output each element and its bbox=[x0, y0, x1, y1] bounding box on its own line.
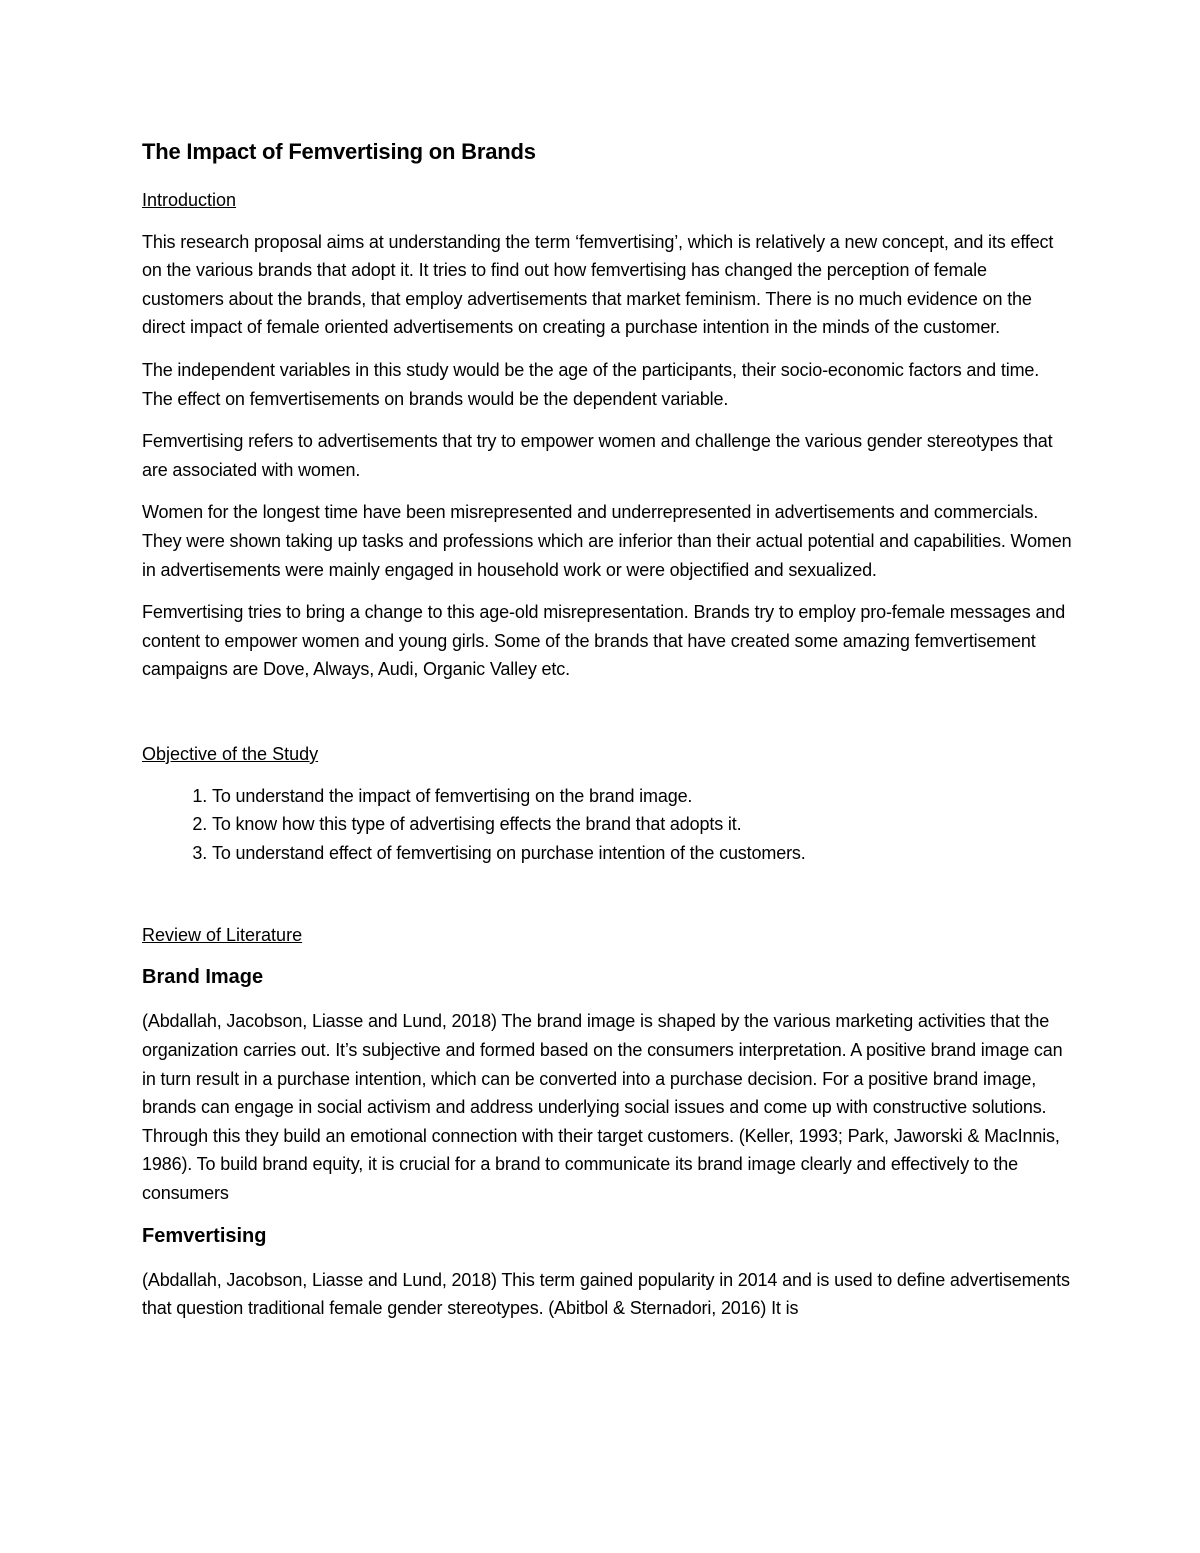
intro-paragraph-1: This research proposal aims at understanding the term ‘femvertising’, which is relatively a new concept, and its effect on the various brands that adopt it. It tries to find out how femvertising has changed the perception of female customers about the brands, that employ advertisements that market feminism. There is no much evidence on the direct impact of female oriented advertisements on creating a purchase intention in the minds of the customer. bbox=[142, 231, 1054, 338]
review-heading: Review of Literature bbox=[142, 925, 303, 946]
section-spacer bbox=[142, 698, 1072, 740]
intro-paragraph-2: The independent variables in this study would be the age of the participants, their socio-economic factors and time. The effect on femvertisements on brands would be the dependent variable. bbox=[142, 359, 1040, 409]
femvertising-paragraph: (Abdallah, Jacobson, Liasse and Lund, 2018) This term gained popularity in 2014 and is used to define advertisements that question traditional female gender stereotypes. (Abitbol & Sternadori, 2016) It is bbox=[142, 1269, 1070, 1319]
objectives-list bbox=[142, 782, 1072, 868]
introduction-heading: Introduction bbox=[142, 189, 237, 210]
objective-item: 2. To know how this type of advertising effects the brand that adopts it. bbox=[212, 810, 1072, 839]
document-page bbox=[142, 138, 1072, 1337]
objective-item: 1. To understand the impact of femvertising on the brand image. bbox=[212, 782, 1072, 811]
brand-image-paragraph: (Abdallah, Jacobson, Liasse and Lund, 2018) The brand image is shaped by the various marketing activities that the organization carries out. It’s subjective and formed based on the consumers interpretation. A positive brand image can in turn result in a purchase intention, which can be converted into a purchase decision. For a positive brand image, brands can engage in social activism and address underlying social issues and come up with constructive solutions. Through this they build an emotional connection with their target customers. (Keller, 1993; Park, Jaworski & MacInnis, 1986). To build brand equity, it is crucial for a brand to communicate its brand image clearly and effectively to the consumers bbox=[142, 1011, 1063, 1203]
document-title: The Impact of Femvertising on Brands bbox=[142, 139, 536, 164]
section-spacer bbox=[142, 881, 1072, 921]
brand-image-heading: Brand Image bbox=[142, 966, 264, 989]
objective-item: 3. To understand effect of femvertising on purchase intention of the customers. bbox=[212, 839, 1072, 868]
femvertising-heading: Femvertising bbox=[142, 1224, 267, 1247]
intro-paragraph-4: Women for the longest time have been misrepresented and underrepresented in advertisements and commercials. They were shown taking up tasks and professions which are inferior than their actual potential and capabilities. Women in advertisements were mainly engaged in household work or were objectified and sexualized. bbox=[142, 502, 1072, 580]
objectives-heading: Objective of the Study bbox=[142, 743, 319, 764]
intro-paragraph-5: Femvertising tries to bring a change to this age-old misrepresentation. Brands try to employ pro-female messages and content to empower women and young girls. Some of the brands that have created some amazing femvertisement campaigns are Dove, Always, Audi, Organic Valley etc. bbox=[142, 602, 1066, 680]
intro-paragraph-3: Femvertising refers to advertisements that try to empower women and challenge the various gender stereotypes that are associated with women. bbox=[142, 431, 1053, 480]
